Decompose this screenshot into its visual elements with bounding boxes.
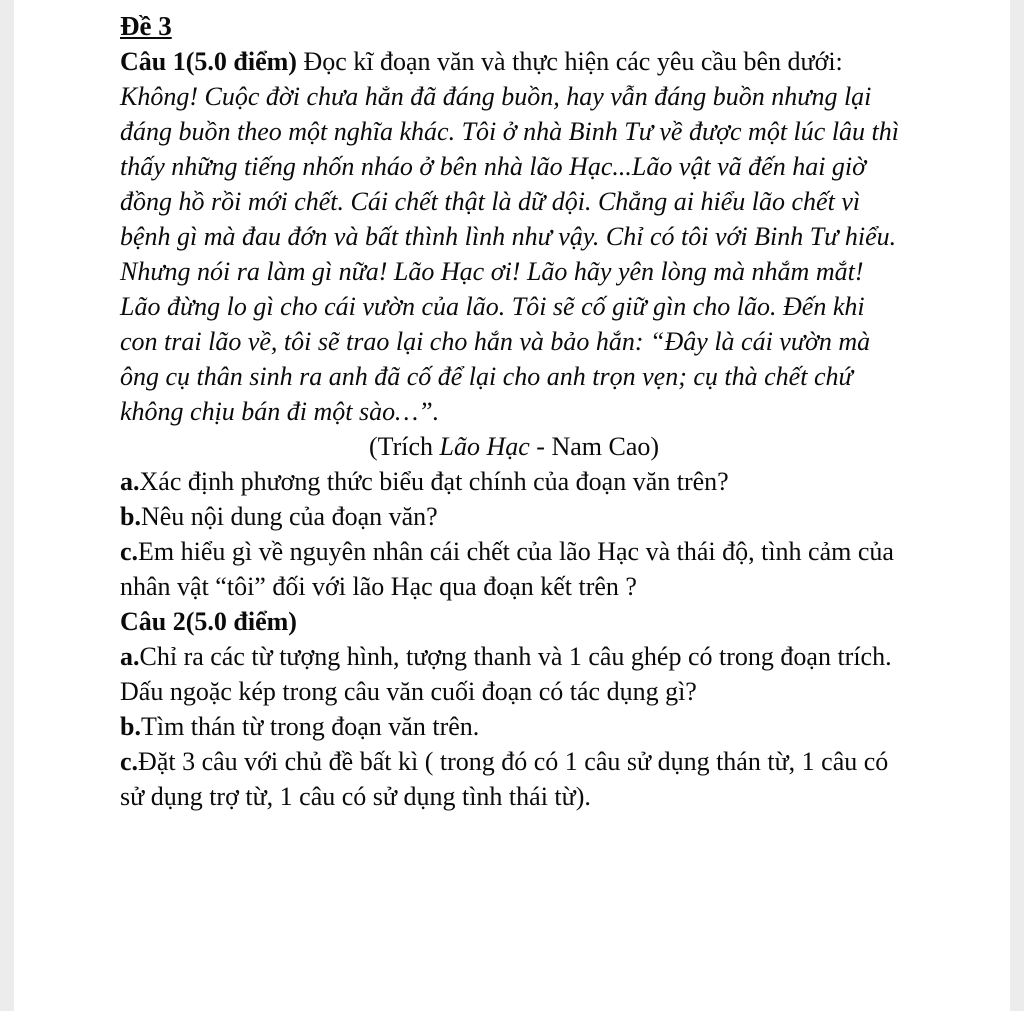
citation-line	[120, 429, 908, 464]
quote-paragraph-2: Nhưng nói ra làm gì nữa! Lão Hạc ơi! Lão hãy yên lòng mà nhắm mắt! Lão đừng lo gì cho cái vườn của lão. Tôi sẽ cố giữ gìn cho lão. Đến khi con trai lão về, tôi sẽ trao lại cho hắn và bảo hắn: “Đây là cái vườn mà ông cụ thân sinh ra anh đã cố để lại cho anh trọn vẹn; cụ thà chết chứ không chịu bán đi một sào…”.	[120, 257, 871, 426]
citation-work-title: Lão Hạc	[439, 432, 530, 461]
question-2c-text: Đặt 3 câu với chủ đề bất kì ( trong đó có 1 câu sử dụng thán từ, 1 câu có sử dụng trợ từ, 1 câu có sử dụng tình thái từ).	[120, 747, 889, 811]
question-2c-label: c.	[120, 747, 139, 776]
question-1a-label: a.	[120, 467, 140, 496]
question-1c	[120, 534, 908, 604]
question-1-intro: Đọc kĩ đoạn văn và thực hiện các yêu cầu bên dưới:	[296, 47, 843, 76]
question-2b	[120, 709, 908, 744]
question-2b-text: Tìm thán từ trong đoạn văn trên.	[140, 712, 480, 741]
citation-prefix: (Trích	[368, 432, 440, 461]
question-2c	[120, 744, 908, 814]
photo-edge-right	[1010, 0, 1024, 1011]
question-2-header	[120, 604, 908, 639]
document-title: Đề 3	[120, 11, 172, 41]
photo-edge-left	[0, 0, 14, 1011]
question-2-label: Câu 2(5.0 điểm)	[120, 607, 297, 636]
quote-paragraph-1: Không! Cuộc đời chưa hẳn đã đáng buồn, hay vẫn đáng buồn nhưng lại đáng buồn theo một nghĩa khác. Tôi ở nhà Binh Tư về được một lúc lâu thì thấy những tiếng nhốn nháo ở bên nhà lão Hạc...Lão vật vã đến hai giờ đồng hồ rồi mới chết. Cái chết thật là dữ dội. Chẳng ai hiểu lão chết vì bệnh gì mà đau đớn và bất thình lình như vậy. Chỉ có tôi với Binh Tư hiểu.	[120, 82, 899, 251]
question-1a-text: Xác định phương thức biểu đạt chính của đoạn văn trên?	[139, 467, 729, 496]
question-1b-label: b.	[120, 502, 141, 531]
question-1b	[120, 499, 908, 534]
question-2a-label: a.	[120, 642, 140, 671]
question-2a-text: Chỉ ra các từ tượng hình, tượng thanh và 1 câu ghép có trong đoạn trích. Dấu ngoặc kép trong câu văn cuối đoạn có tác dụng gì?	[120, 642, 892, 706]
question-1c-text: Em hiểu gì về nguyên nhân cái chết của lão Hạc và thái độ, tình cảm của nhân vật “tôi” đối với lão Hạc qua đoạn kết trên ?	[120, 537, 894, 601]
question-1b-text: Nêu nội dung của đoạn văn?	[140, 502, 438, 531]
question-2b-label: b.	[120, 712, 141, 741]
question-1-label: Câu 1(5.0 điểm)	[120, 47, 297, 76]
question-1c-label: c.	[120, 537, 139, 566]
question-2a	[120, 639, 908, 709]
question-1-header	[120, 44, 908, 79]
question-1a	[120, 464, 908, 499]
citation-suffix: - Nam Cao)	[529, 432, 660, 461]
